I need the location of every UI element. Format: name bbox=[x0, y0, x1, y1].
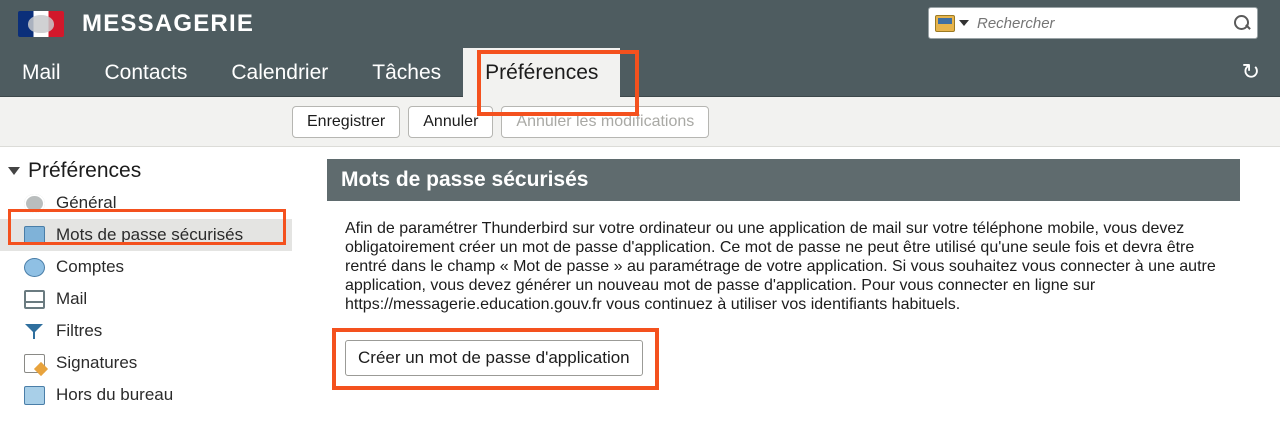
mail-folder-icon bbox=[935, 15, 955, 32]
sidebar-item-signatures[interactable] bbox=[0, 347, 292, 379]
sidebar-item-label: Mail bbox=[56, 289, 88, 308]
preferences-main-panel bbox=[292, 147, 1280, 437]
panel-description: Afin de paramétrer Thunderbird sur votre ordinateur ou une application de mail sur votre téléphone mobile, vous devez obligatoirement créer un mot de passe d'application. Ce mot de passe ne peut être utilisé qu'une seule fois et devra être rentré dans le champ « Mot de passe » au paramétrage de votre application. Si vous souhaitez vous connecter à une autre application, vous devez générer un nouveau mot de passe d'application. Pour vous connecter en ligne sur https://messagerie.education.gouv.fr vous continuez à utiliser vos identifiants habituels. bbox=[345, 220, 1216, 313]
sidebar-title-label: Préférences bbox=[28, 159, 142, 182]
undo-changes-button[interactable]: Annuler les modifications bbox=[501, 106, 709, 138]
app-header bbox=[0, 0, 1280, 48]
sidebar-item-mots-de-passe-securises[interactable] bbox=[0, 219, 292, 251]
sidebar-item-general[interactable] bbox=[0, 187, 292, 219]
search-source-selector[interactable] bbox=[935, 15, 975, 32]
sidebar-item-label: Filtres bbox=[56, 321, 103, 340]
search-bar[interactable] bbox=[928, 7, 1258, 39]
save-button[interactable]: Enregistrer bbox=[292, 106, 400, 138]
sidebar-item-hors-du-bureau[interactable] bbox=[0, 379, 292, 411]
tab-calendrier[interactable]: Calendrier bbox=[231, 60, 329, 84]
tab-mail[interactable]: Mail bbox=[22, 60, 61, 84]
sidebar-item-mail[interactable] bbox=[0, 283, 292, 315]
mail-icon bbox=[24, 290, 45, 309]
page-body bbox=[0, 147, 1280, 437]
panel-title: Mots de passe sécurisés bbox=[327, 159, 1240, 201]
french-flag-marianne-icon bbox=[18, 11, 64, 37]
triangle-down-icon[interactable] bbox=[8, 167, 20, 175]
refresh-icon[interactable]: ↻ bbox=[1241, 59, 1260, 84]
sidebar-item-label: Comptes bbox=[56, 257, 125, 276]
create-application-password-button[interactable]: Créer un mot de passe d'application bbox=[345, 340, 643, 376]
panel-content bbox=[327, 201, 1240, 376]
sidebar-item-comptes[interactable] bbox=[0, 251, 292, 283]
main-navigation bbox=[0, 48, 1280, 97]
create-password-area bbox=[345, 340, 675, 376]
sidebar-header[interactable] bbox=[0, 155, 292, 187]
sidebar-item-label: Hors du bureau bbox=[56, 385, 174, 404]
out-of-office-icon bbox=[24, 386, 45, 405]
search-icon[interactable] bbox=[1233, 14, 1251, 32]
sidebar-item-label: Signatures bbox=[56, 353, 138, 372]
chevron-down-icon[interactable] bbox=[959, 20, 969, 26]
sidebar-item-filtres[interactable] bbox=[0, 315, 292, 347]
tab-taches[interactable]: Tâches bbox=[372, 60, 442, 84]
search-input[interactable] bbox=[975, 14, 1233, 33]
cancel-button[interactable]: Annuler bbox=[408, 106, 493, 138]
preferences-sidebar bbox=[0, 147, 292, 437]
sidebar-item-label: Mots de passe sécurisés bbox=[56, 225, 244, 244]
tab-preferences[interactable]: Préférences bbox=[463, 48, 620, 97]
tab-contacts[interactable]: Contacts bbox=[104, 60, 188, 84]
filter-icon bbox=[24, 322, 45, 341]
sidebar-item-label: Général bbox=[56, 193, 117, 212]
app-brand-title: MESSAGERIE bbox=[82, 10, 255, 37]
accounts-icon bbox=[24, 258, 45, 277]
preferences-toolbar bbox=[0, 97, 1280, 147]
signature-icon bbox=[24, 354, 45, 373]
gear-icon bbox=[24, 194, 45, 213]
key-icon bbox=[24, 226, 45, 245]
